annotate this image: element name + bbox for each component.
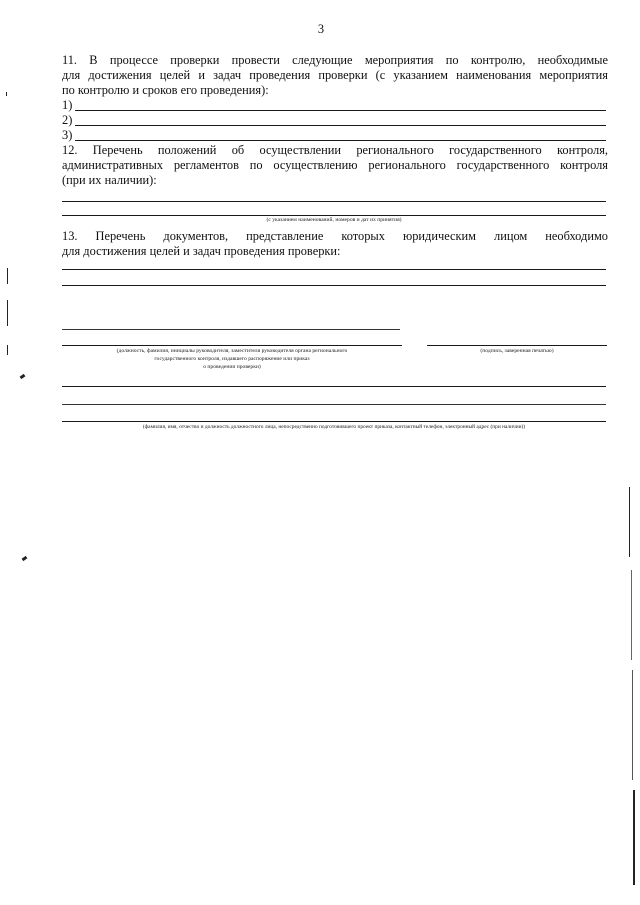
signature-left-caption-2: государственного контроля, издавшего распоряжение или приказ xyxy=(154,356,310,362)
scan-mark-left-3 xyxy=(7,300,8,326)
item11-field-1-label: 1) xyxy=(62,98,73,112)
page-number: 3 xyxy=(317,22,325,36)
signature-right-caption: (подпись, заверенная печатью) xyxy=(480,348,554,354)
item11-field-2-line[interactable] xyxy=(75,125,606,126)
preparer-line-2[interactable] xyxy=(62,404,606,405)
scan-mark-left-5 xyxy=(20,374,26,379)
scan-mark-right-4 xyxy=(633,790,635,885)
item12-line2: административных регламентов по осуществлению регионального государственного контроля xyxy=(62,158,608,172)
item11-field-2-label: 2) xyxy=(62,113,73,127)
item11-line2: для достижения целей и задач проведения проверки (с указанием наименования мероприятия xyxy=(62,68,608,82)
signature-left-caption-3: о проведении проверки) xyxy=(203,364,261,370)
scan-mark-left-2 xyxy=(7,268,8,284)
signature-sign-line[interactable] xyxy=(427,345,607,346)
scan-mark-right-1 xyxy=(629,487,630,557)
item13-line1: 13. Перечень документов, представление которых юридическим лицом необходимо xyxy=(62,229,608,243)
item13-field-line-1[interactable] xyxy=(62,269,606,270)
scan-mark-left-4 xyxy=(7,345,8,355)
item11-field-3-label: 3) xyxy=(62,128,73,142)
preparer-line-1[interactable] xyxy=(62,386,606,387)
scan-mark-right-2 xyxy=(631,570,632,660)
item12-field-line-1[interactable] xyxy=(62,201,606,202)
item13-line2: для достижения целей и задач проведения проверки: xyxy=(62,244,341,258)
item13-field-line-2[interactable] xyxy=(62,285,606,286)
item12-caption: (с указанием наименований, номеров и дат их принятия) xyxy=(266,217,402,223)
signature-position-line-2[interactable] xyxy=(62,345,402,346)
item11-field-1-line[interactable] xyxy=(75,110,606,111)
item12-field-line-2[interactable] xyxy=(62,215,606,216)
item12-line3: (при их наличии): xyxy=(62,173,157,187)
item12-line1: 12. Перечень положений об осуществлении регионального государственного контроля, xyxy=(62,143,608,157)
signature-position-line-1[interactable] xyxy=(62,329,400,330)
signature-left-caption-1: (должность, фамилия, инициалы руководителя, заместителя руководителя органа регионального xyxy=(116,348,348,354)
scan-mark-left-6 xyxy=(22,556,28,561)
item11-line1: 11. В процессе проверки провести следующие мероприятия по контролю, необходимые xyxy=(62,53,608,67)
preparer-caption: (фамилия, имя, отчество и должность должностного лица, непосредственно подготовившего проект приказа, контактный телефон, электронный адрес (при наличии)) xyxy=(142,424,526,430)
item11-field-3-line[interactable] xyxy=(75,140,606,141)
scan-mark-right-3 xyxy=(632,670,633,780)
scan-mark-left-1 xyxy=(6,92,7,96)
item11-line3: по контролю и сроков его проведения): xyxy=(62,83,269,97)
preparer-line-3[interactable] xyxy=(62,421,606,422)
